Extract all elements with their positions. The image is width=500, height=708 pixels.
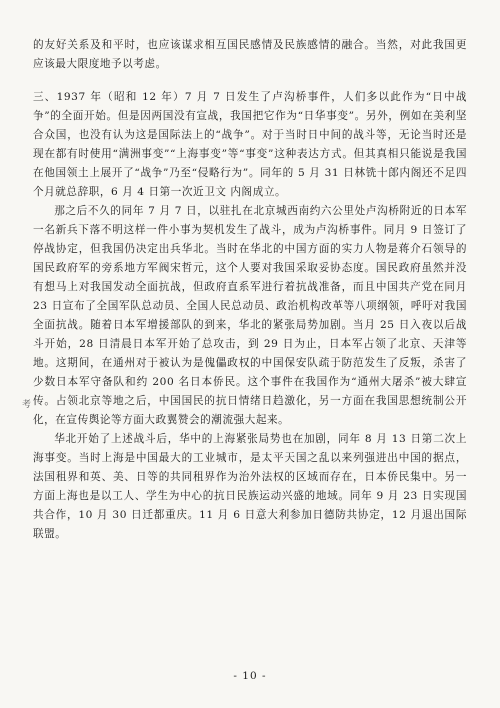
margin-handwritten-mark: 考 bbox=[22, 400, 32, 410]
paragraph-section-three: 三、1937 年（昭和 12 年）7 月 7 日发生了卢沟桥事件，人们多以此作为“日中战争”的全面开始。但是因两国没有宣战，我国把它作为“日华事变”。另外，例如在美利坚合众国，也没有认为这是国际法上的“战争”。对于当时日中间的战斗等，无论当时还是现在都有时使用“满洲事变”“上海事变”等“事变”这种表达方式。但其真相只能说是我国在他国领土上展开了“战争”乃至“侵略行为”。同年的 5 月 31 日林铣十郎内阁还不足四个月就总辞职，6 月 4 日第一次近卫文 内阁成立。 bbox=[33, 91, 467, 198]
paragraph-shanghai: 华北开始了上述战斗后，华中的上海紧张局势也在加剧，同年 8 月 13 日第二次上海事变。当时上海是中国最大的工业城市，是太平天国之乱以来列强进出中国的据点，法国租界和英、美、日等的共同租界作为治外法权的区域而存在，日本侨民集中。另一方面上海也是以工人、学生为中心的抗日民族运动兴盛的地域。同年 9 月 23 日实现国共合作，10 月 30 日迁都重庆。11 月 6 日意大利参加日德防共协定，12 月退出国际联盟。 bbox=[33, 433, 467, 540]
paragraph-continuation: 的友好关系及和平时，也应该谋求相互国民感情及民族感情的融合。当然，对此我国更应该最大限度地予以考虑。 bbox=[33, 39, 467, 70]
paragraph-lugouqiao: 那之后不久的同年 7 月 7 日，以驻扎在北京城西南约六公里处卢沟桥附近的日本军一名新兵下落不明这样一件小事为契机发生了战斗，成为卢沟桥事件。同月 9 日签订了停战协定，但我国仍决定出兵华北。当时在华北的中国方面的实力人物是蒋介石领导的国民政府军的旁系地方军阀宋哲元，这个人要对我国采取妥协态度。国民政府虽然并没有想马上对我国发动全面抗战，但政府直系军进行着抗战准备，而且中国共产党在同月 23 日宣布了全国军队总动员、全国人民总动员、政治机构改革等八项纲领，呼吁对我国全面抗战。随着日本军增援部队的到来，华北的紧张局势加剧。当月 25 日入夜以后战斗开始，28 日清晨日本军开始了总攻击，到 29 日为止，日本军占领了北京、天津等地。这期间，在通州对于被认为是傀儡政权的中国保安队疏于防范发生了反叛，杀害了少数日本军守备队和约 200 名日本侨民。这个事件在我国作为“通州大屠杀”被大肆宣传。占领北京等地之后，中国国民的抗日情绪日趋激化，另一方面在我国思想统制公开化，在宣传舆论等方面大政翼赞会的潮流强大起来。 bbox=[33, 205, 467, 426]
page-number: - 10 - bbox=[233, 670, 267, 682]
page-body bbox=[33, 36, 467, 544]
paragraph-gap bbox=[33, 74, 467, 88]
